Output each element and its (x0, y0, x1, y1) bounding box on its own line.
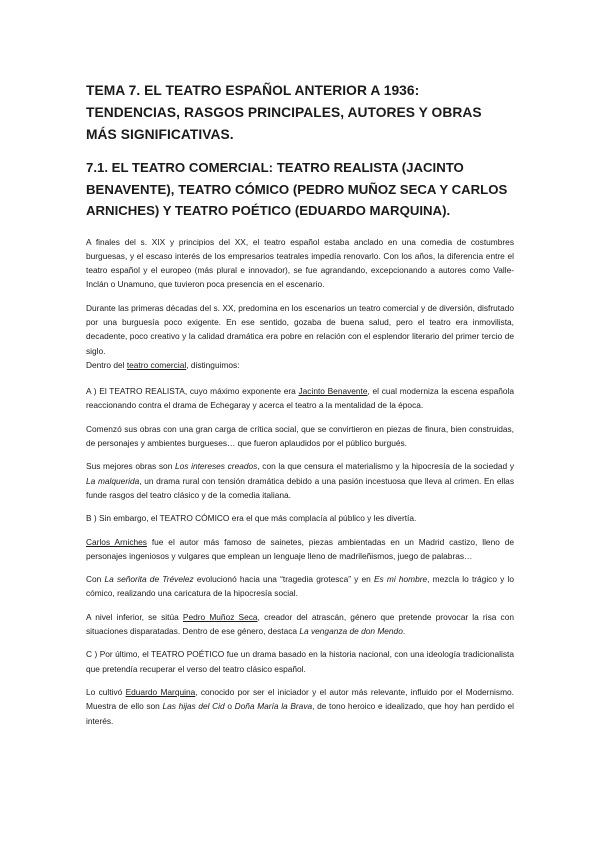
text-span: Con (86, 574, 105, 585)
text-span: . (402, 626, 406, 637)
work-title-hijas-del-cid: Las hijas del Cid (162, 701, 225, 712)
text-span: , con la que censura el materialismo y la hipocresía de la sociedad y (257, 461, 514, 472)
paragraph-mejores-obras (86, 459, 514, 502)
underlined-name-arniches: Carlos Arniches (86, 536, 147, 547)
text-span: , conocido por ser el iniciador y el autor más relevante, influido por el Modernismo. Muestra de ello son (86, 686, 514, 712)
text-span: , mezcla lo trágico y lo cómico, realizando una caricatura de la hipocresía social. (86, 574, 515, 599)
paragraph-munoz-seca (86, 610, 514, 639)
paragraph-trevelez (86, 572, 514, 601)
underlined-name-marquina: Eduardo Marquina (125, 686, 196, 697)
text-span: o (224, 701, 235, 712)
underlined-term-teatro-comercial: teatro comercial (126, 359, 187, 370)
work-title-malquerida: La malquerida (86, 475, 140, 486)
text-span: Sus mejores obras son (86, 461, 175, 472)
paragraph-teatro-poetico: C ) Por último, el TEATRO POÉTICO fue un drama basado en la historia nacional, con una ideología tradicionalista que pretendía recuperar el verso del teatro clásico español. (86, 649, 514, 674)
paragraph-benavente-obras: Comenzó sus obras con una gran carga de crítica social, que se convirtieron en piezas de finura, bien construidas, de personajes y ambientes burgueses… que fueron aplaudidos por el público burgués. (86, 423, 514, 449)
paragraph-teatro-comico: B ) Sin embargo, el TEATRO CÓMICO era el que más complacía al público y les divertía. (86, 513, 417, 524)
section-heading: 7.1. EL TEATRO COMERCIAL: TEATRO REALISTA (JACINTO BENAVENTE), TEATRO CÓMICO (PEDRO MUÑOZ SECA Y CARLOS ARNICHES) Y TEATRO POÉTICO (EDUARDO MARQUINA). (86, 160, 508, 218)
underlined-name-benavente: Jacinto Benavente (298, 386, 368, 397)
text-span: , distinguimos: (186, 359, 240, 370)
document-content (86, 80, 514, 737)
text-span: Lo cultivó (86, 686, 126, 697)
text-span: , un drama rural con tensión dramática debido a una pasión incestuosa que lleva al crimen. En ellas funde rasgos del teatro clásico y de la comedia italiana. (86, 475, 514, 500)
text-span: , creador del atrascán, género que pretende provocar la risa con situaciones disparatadas. Dentro de ese género, destaca (86, 611, 515, 637)
work-title-venganza-don-mendo: La venganza de don Mendo (299, 626, 403, 637)
work-title-senorita-trevelez: La señorita de Trévelez (104, 574, 194, 585)
work-title-dona-maria-brava: Doña María la Brava (234, 701, 313, 712)
paragraph-intro: A finales del s. XIX y principios del XX, el teatro español estaba anclado en una comedia de costumbres burguesas, y el escaso interés de los empresarios teatrales impedía renovarlo. Con los años, la diferencia entre el teatro español y el europeo (más plural e innovador), se fue agrandando, excepcionando a autores como Valle-Inclán o Unamuno, que tuvieron poca presencia en el escenario. (86, 236, 514, 290)
underlined-name-munoz-seca: Pedro Muñoz Seca (182, 611, 258, 622)
work-title-intereses-creados: Los intereses creados (175, 461, 258, 472)
text-span: fue el autor más famoso de sainetes, piezas ambientadas en un Madrid castizo, lleno de personajes ingeniosos y vulgares que emplean un lenguaje lleno de madrileñismos, juego de palabras… (86, 536, 514, 561)
work-title-es-mi-hombre: Es mi hombre (373, 574, 428, 585)
paragraph-teatro-comercial (86, 358, 514, 372)
text-span: Dentro del (86, 359, 127, 370)
paragraph-teatro-realista (86, 384, 514, 413)
text-span: evolucionó hacia una “tragedia grotesca” y en (193, 574, 374, 585)
paragraph-arniches (86, 535, 514, 564)
text-span: A nivel inferior, se sitúa (86, 611, 183, 622)
text-span: , el cual moderniza la escena española reaccionando contra el drama de Echegaray y acerca el teatro a la mentalidad de la época. (86, 386, 514, 411)
paragraph-marquina (86, 685, 514, 728)
document-title: TEMA 7. EL TEATRO ESPAÑOL ANTERIOR A 1936: TENDENCIAS, RASGOS PRINCIPALES, AUTORES Y OBRAS MÁS SIGNIFICATIVAS. (86, 83, 482, 142)
paragraph-context: Durante las primeras décadas del s. XX, predomina en los escenarios un teatro comercial y de diversión, disfrutado por una burguesía poco exigente. En ese sentido, gozaba de buena salud, pero el teatro era inmovilista, decadente, poco creativo y la calidad dramática era pobre en relación con el esplendor literario del primer tercio de siglo. (86, 302, 514, 356)
text-span: , de tono heroico e idealizado, que hoy han perdido el interés. (86, 701, 514, 726)
text-span: A ) El TEATRO REALISTA, cuyo máximo exponente era (86, 386, 299, 397)
